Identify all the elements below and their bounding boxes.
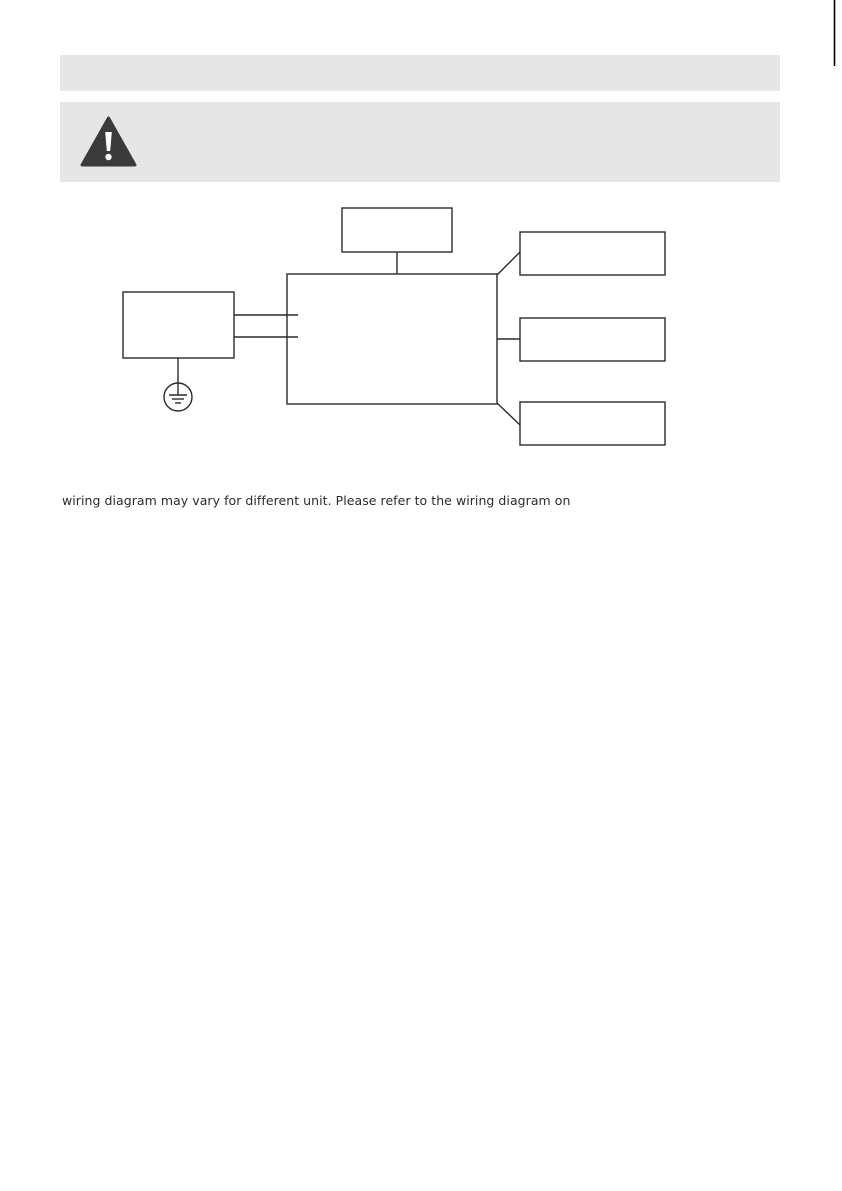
right-box-3 <box>520 402 665 445</box>
wiring-diagram <box>100 200 680 460</box>
crop-mark-line-icon <box>833 0 836 66</box>
wiring-note-text: wiring diagram may vary for different unit. Please refer to the wiring diagram on <box>62 493 571 508</box>
warning-triangle-icon <box>80 116 137 168</box>
ground-symbol-icon <box>164 383 192 411</box>
crop-mark <box>833 0 836 66</box>
right-connector-1 <box>497 252 520 275</box>
right-box-1 <box>520 232 665 275</box>
right-box-2 <box>520 318 665 361</box>
left-box <box>123 292 234 358</box>
main-board <box>287 274 497 404</box>
header-bar <box>60 55 780 91</box>
warning-box <box>60 102 780 182</box>
top-box <box>342 208 452 252</box>
right-connector-3 <box>497 403 520 425</box>
wiring-diagram-svg <box>100 200 680 460</box>
